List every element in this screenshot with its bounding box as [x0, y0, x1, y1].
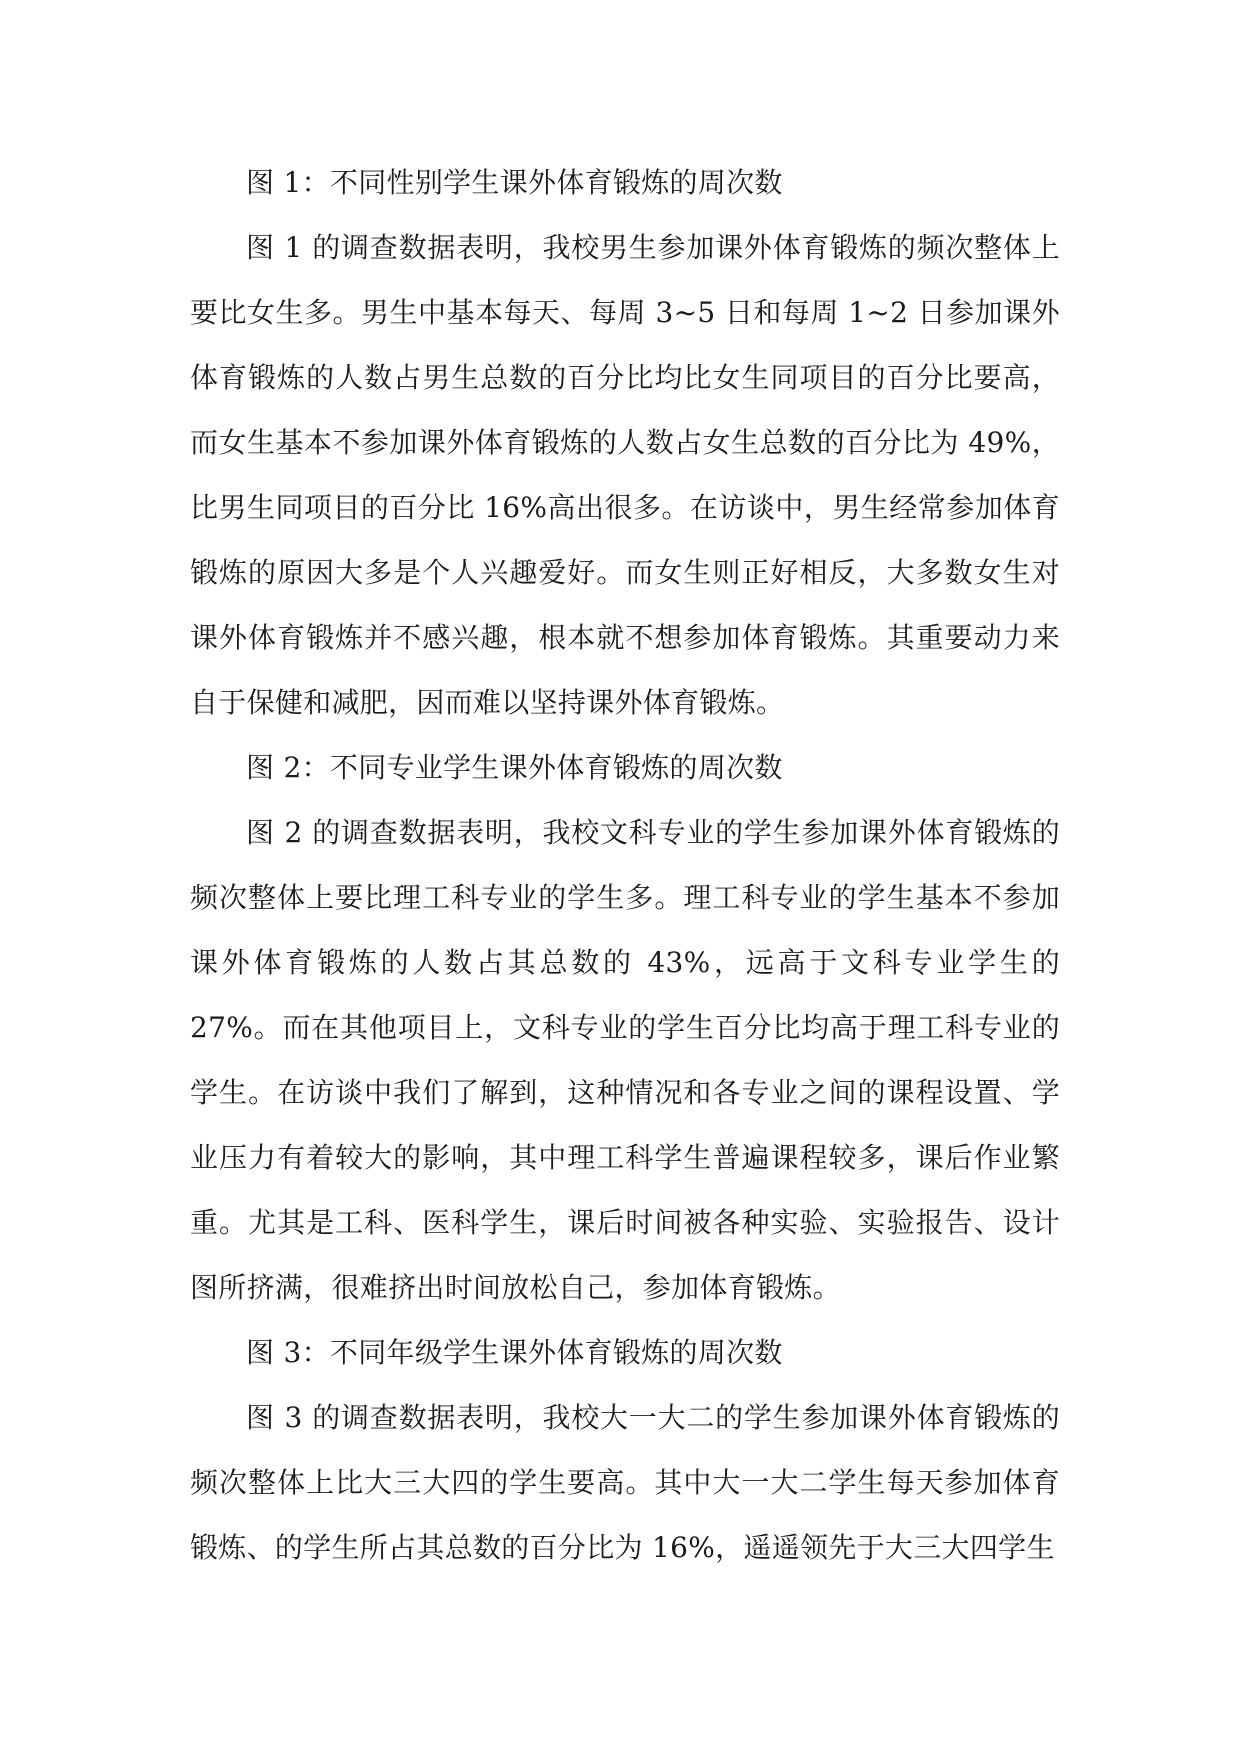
figure-3-analysis-paragraph: 图 3 的调查数据表明，我校大一大二的学生参加课外体育锻炼的频次整体上比大三大四的学生要高。其中大一大二学生每天参加体育锻炼、的学生所占其总数的百分比为 16%，遥遥领先于大三大四学生	[190, 1401, 1060, 1564]
figure-2-caption: 图 2：不同专业学生课外体育锻炼的周次数	[246, 751, 783, 784]
figure-1-analysis-paragraph: 图 1 的调查数据表明，我校男生参加课外体育锻炼的频次整体上要比女生多。男生中基本每天、每周 3~5 日和每周 1~2 日参加课外体育锻炼的人数占男生总数的百分比均比女生同项目的百分比要高，而女生基本不参加课外体育锻炼的人数占女生总数的百分比为 49%，比男生同项目的百分比 16%高出很多。在访谈中，男生经常参加体育锻炼的原因大多是个人兴趣爱好。而女生则正好相反，大多数女生对课外体育锻炼并不感兴趣，根本就不想参加体育锻炼。其重要动力来自于保健和减肥，因而难以坚持课外体育锻炼。	[190, 231, 1060, 719]
document-page	[190, 150, 1060, 1580]
figure-2-analysis-paragraph: 图 2 的调查数据表明，我校文科专业的学生参加课外体育锻炼的频次整体上要比理工科专业的学生多。理工科专业的学生基本不参加课外体育锻炼的人数占其总数的 43%，远高于文科专业学生的 27%。而在其他项目上，文科专业的学生百分比均高于理工科专业的学生。在访谈中我们了解到，这种情况和各专业之间的课程设置、学业压力有着较大的影响，其中理工科学生普遍课程较多，课后作业繁重。尤其是工科、医科学生，课后时间被各种实验、实验报告、设计图所挤满，很难挤出时间放松自己，参加体育锻炼。	[190, 816, 1060, 1304]
figure-3-caption: 图 3：不同年级学生课外体育锻炼的周次数	[246, 1336, 783, 1369]
figure-1-caption: 图 1：不同性别学生课外体育锻炼的周次数	[246, 166, 783, 199]
